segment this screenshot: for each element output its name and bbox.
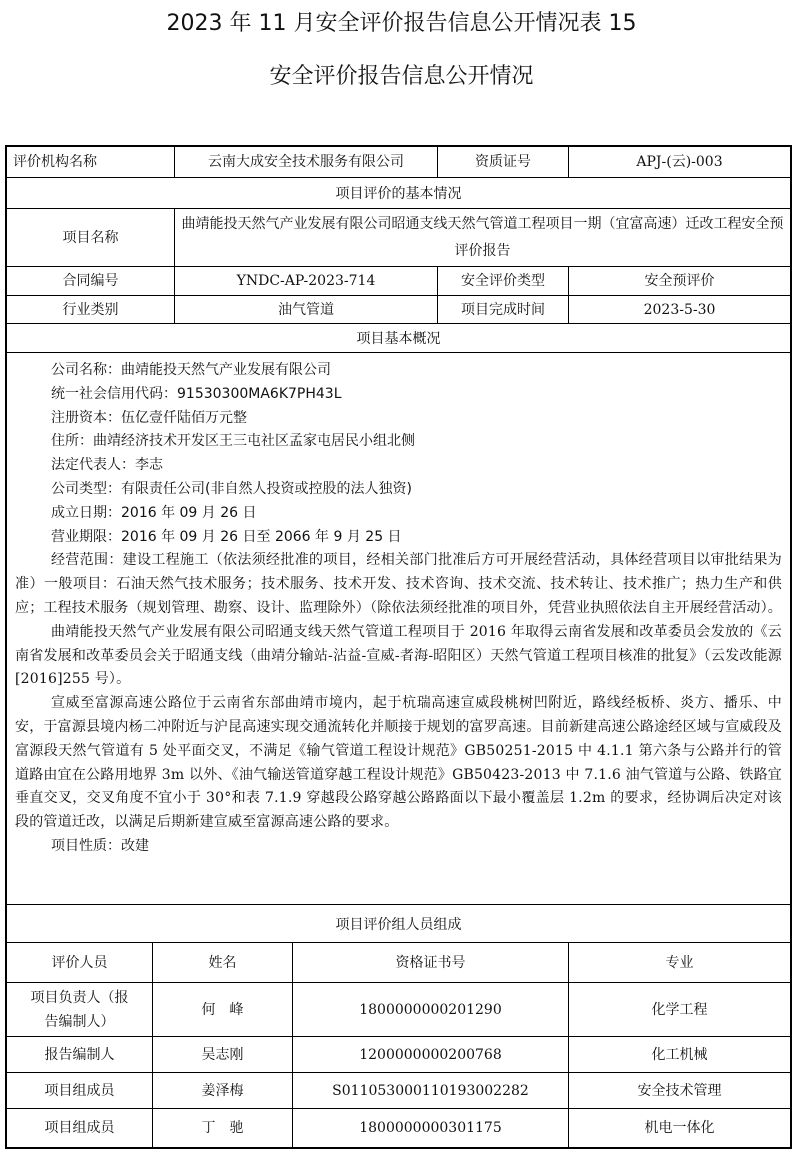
team-role: 项目组成员 [7,1073,153,1108]
table-row [7,1109,790,1147]
team-cert: 1800000000301175 [293,1109,569,1147]
cert-label: 资质证号 [438,147,569,177]
contract-row [7,267,790,296]
team-section-title: 项目评价组人员组成 [335,916,462,933]
completion-value: 2023-5-30 [643,301,716,318]
document-title: 2023 年 11 月安全评价报告信息公开情况表 15 [166,11,637,36]
project-name-row [7,209,790,267]
overview-body [7,353,790,905]
agency-row [7,147,790,178]
industry-value: 油气管道 [175,296,438,323]
team-header-major: 专业 [665,954,694,971]
agency-label: 评价机构名称 [7,147,175,177]
capital-line: 注册资本：伍亿壹仟陆佰万元整 [51,409,247,426]
team-cert: S011053000110193002282 [293,1073,569,1108]
team-header-role: 评价人员 [7,943,153,982]
address-line: 住所：曲靖经济技术开发区王三屯社区孟家屯居民小组北侧 [51,433,415,450]
founded-line: 成立日期：2016 年 09 月 26 日 [51,504,257,521]
table-row [7,1037,790,1073]
team-name: 何 峰 [153,983,293,1036]
overview-section-row [7,324,790,353]
cert-value: APJ-(云)-003 [636,154,723,170]
team-name: 吴志刚 [153,1037,293,1072]
highway-paragraph: 宣威至富源高速公路位于云南省东部曲靖市境内，起于杭瑞高速宣威段桃树凹附近，路线经板桥、炎方、播乐、中安，于富源县境内杨二冲附近与沪昆高速实现交通流转化并顺接于规划的富罗高速。目前新建高速公路途经区域与宣威段及富源段天然气管道有 5 处平面交叉，不满足《输气管道工程设计规范》GB50251-2015 中 4.1.1 第六条与公路并行的管道路由宜在公路用地界 3m 以外、《油气输送管道穿越工程设计规范》GB50423-2013 中 7.1.6 油气管道与公路、铁路宜垂直交叉，交叉角度不宜小于 30°和表 7.1.9 穿越段公路穿越公路路面以下最小覆盖层 1.2m 的要求，经协调后决定对该段的管道迁改，以满足后期新建宣威至富源高速公路的要求。 [15,695,782,831]
team-header-cert: 资格证书号 [293,943,569,982]
contract-value: YNDC-AP-2023-714 [175,267,438,295]
contract-label: 合同编号 [7,267,175,295]
team-name: 姜泽梅 [153,1073,293,1108]
business-scope-paragraph: 经营范围：建设工程施工（依法须经批准的项目，经相关部门批准后方可开展经营活动，具体经营项目以审批结果为准）一般项目：石油天然气技术服务；技术服务、技术开发、技术咨询、技术交流、技术转让、技术推广；热力生产和供应；工程技术服务（规划管理、勘察、设计、监理除外）（除依法须经批准的项目外，凭营业执照依法自主开展经营活动）。 [15,552,782,616]
project-nature-line: 项目性质：改建 [51,837,149,854]
basic-section-row [7,178,790,209]
table-row [7,1073,790,1109]
company-name-line: 公司名称：曲靖能投天然气产业发展有限公司 [51,362,331,378]
legal-rep-line: 法定代表人：李志 [51,457,163,474]
document-subtitle: 安全评价报告信息公开情况 [269,64,534,89]
table-row [7,983,790,1037]
team-major: 安全技术管理 [637,1082,722,1099]
team-role: 项目组成员 [7,1109,153,1147]
project-name-label: 项目名称 [7,209,175,266]
approval-paragraph: 曲靖能投天然气产业发展有限公司昭通支线天然气管道工程项目于 2016 年取得云南省发展和改革委员会发放的《云南省发展和改革委员会关于昭通支线（曲靖分输站-沾益-宣威-者海-昭阳区）天然气管道工程项目核准的批复》（云发改能源[2016]255 号）。 [15,623,782,688]
industry-row [7,296,790,324]
eval-type-value: 安全预评价 [644,273,715,289]
team-role: 报告编制人 [7,1037,153,1072]
industry-label: 行业类别 [7,296,175,323]
project-name-text: 曲靖能投天然气产业发展有限公司昭通支线天然气管道工程项目一期（宜富高速）迁改工程安全预评价报告 [181,216,784,259]
team-role: 项目负责人（报告编制人） [7,983,153,1036]
eval-type-label: 安全评价类型 [438,267,569,295]
term-line: 营业期限：2016 年 09 月 26 日至 2066 年 9 月 25 日 [51,528,402,545]
project-name-value [175,209,790,266]
team-major: 机电一体化 [644,1120,715,1136]
team-major: 化工机械 [651,1046,708,1063]
agency-value: 云南大成安全技术服务有限公司 [175,147,438,177]
team-header-row [7,943,790,983]
info-table [5,145,792,1149]
team-major: 化学工程 [651,1001,708,1018]
team-name: 丁 驰 [153,1109,293,1147]
team-cert: 1200000000200768 [293,1037,569,1072]
overview-section-title: 项目基本概况 [356,331,441,347]
team-section-row [7,905,790,943]
team-cert: 1800000000201290 [293,983,569,1036]
team-header-name: 姓名 [153,943,293,982]
completion-label: 项目完成时间 [438,296,569,323]
company-type-line: 公司类型：有限责任公司(非自然人投资或控股的法人独资) [51,480,412,497]
basic-section-title: 项目评价的基本情况 [335,186,462,202]
credit-code-line: 统一社会信用代码：91530300MA6K7PH43L [51,385,342,402]
